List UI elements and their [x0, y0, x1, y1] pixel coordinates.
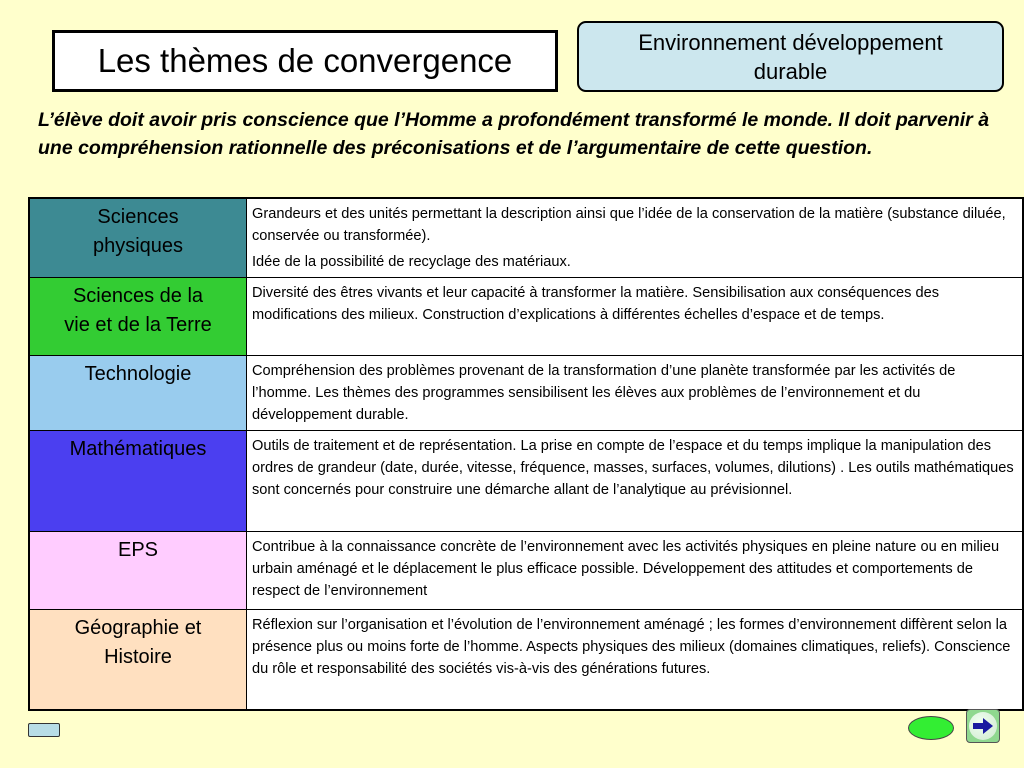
- subject-cell-technologie: [29, 356, 247, 431]
- subject-cell-sciences-physiques: [29, 198, 247, 278]
- theme-line-2: durable: [753, 58, 828, 84]
- previous-slide-button[interactable]: [28, 723, 60, 737]
- description-cell: [247, 278, 1024, 356]
- subject-label: Technologie: [84, 363, 192, 385]
- table-row: [29, 356, 1023, 431]
- table-row: [29, 278, 1023, 356]
- description-text: Réflexion sur l’organisation et l’évolution de l’environnement aménagé ; les formes d’environnement diffèrent selon la présence plus ou moins forte de l’homme. Aspects physiques des milieux (domaines climatiques, reliefs). Conscience du rôle et responsabilité des sociétés vis-à-vis des générations futures.: [252, 617, 1011, 677]
- table-row: [29, 431, 1023, 532]
- subject-cell-mathematiques: [29, 431, 247, 532]
- right-arrow-icon: [969, 712, 997, 740]
- description-cell: [247, 198, 1024, 278]
- subject-cell-geographie-histoire: [29, 610, 247, 710]
- table-row: [29, 532, 1023, 610]
- subjects-table: [28, 197, 1024, 711]
- table-row: [29, 198, 1023, 278]
- intro-paragraph: L’élève doit avoir pris conscience que l’Homme a profondément transformé le monde. Il doit parvenir à une compréhension rationnelle des préconisations et de l’argumentaire de cette question.: [38, 109, 990, 159]
- home-button[interactable]: [908, 716, 954, 740]
- subject-cell-svt: [29, 278, 247, 356]
- description-text: Diversité des êtres vivants et leur capacité à transformer la matière. Sensibilisation aux conséquences des modifications des milieux. Construction d’explications à différentes échelles d’espace et de temps.: [252, 285, 940, 323]
- description-cell: [247, 431, 1024, 532]
- subject-cell-eps: [29, 532, 247, 610]
- subject-label: EPS: [117, 539, 159, 561]
- description-text: Compréhension des problèmes provenant de la transformation d’une planète transformée par les activités de l’homme. Les thèmes des programmes sensibilisent les élèves aux problèmes de l’environnement et du développement durable.: [252, 363, 956, 423]
- theme-badge: [577, 21, 1004, 92]
- subject-label: Sciences de la: [72, 285, 204, 307]
- subject-label: physiques: [92, 235, 184, 257]
- description-text: Outils de traitement et de représentation. La prise en compte de l’espace et du temps implique la manipulation des ordres de grandeur (date, durée, vitesse, fréquence, masses, surfaces, volumes, dilutions) . Les outils mathématiques sont concernés pour construire une démarche allant de l’analytique au prévisionnel.: [252, 438, 1014, 498]
- subject-label: vie et de la Terre: [64, 314, 212, 336]
- description-text: Grandeurs et des unités permettant la description ainsi que l’idée de la conservation de la matière (substance diluée, conservée ou transformée).: [252, 206, 1006, 244]
- description-cell: [247, 356, 1024, 431]
- description-cell: [247, 532, 1024, 610]
- description-text: Contribue à la connaissance concrète de l’environnement avec les activités physiques en pleine nature ou en milieu urbain aménagé et le déplacement le plus efficace possible. Développement des attitudes et comportements de respect de l’environnement: [252, 539, 1000, 599]
- subject-label: Histoire: [104, 646, 172, 668]
- subject-label: Géographie et: [74, 617, 202, 639]
- next-slide-button[interactable]: [966, 709, 1000, 743]
- table-row: [29, 610, 1023, 710]
- subject-label: Sciences: [97, 206, 179, 228]
- theme-line-1: Environnement développement: [638, 29, 943, 55]
- description-text: Idée de la possibilité de recyclage des matériaux.: [252, 254, 571, 270]
- page-title: Les thèmes de convergence: [52, 30, 558, 92]
- subject-label: Mathématiques: [69, 438, 207, 460]
- description-cell: [247, 610, 1024, 710]
